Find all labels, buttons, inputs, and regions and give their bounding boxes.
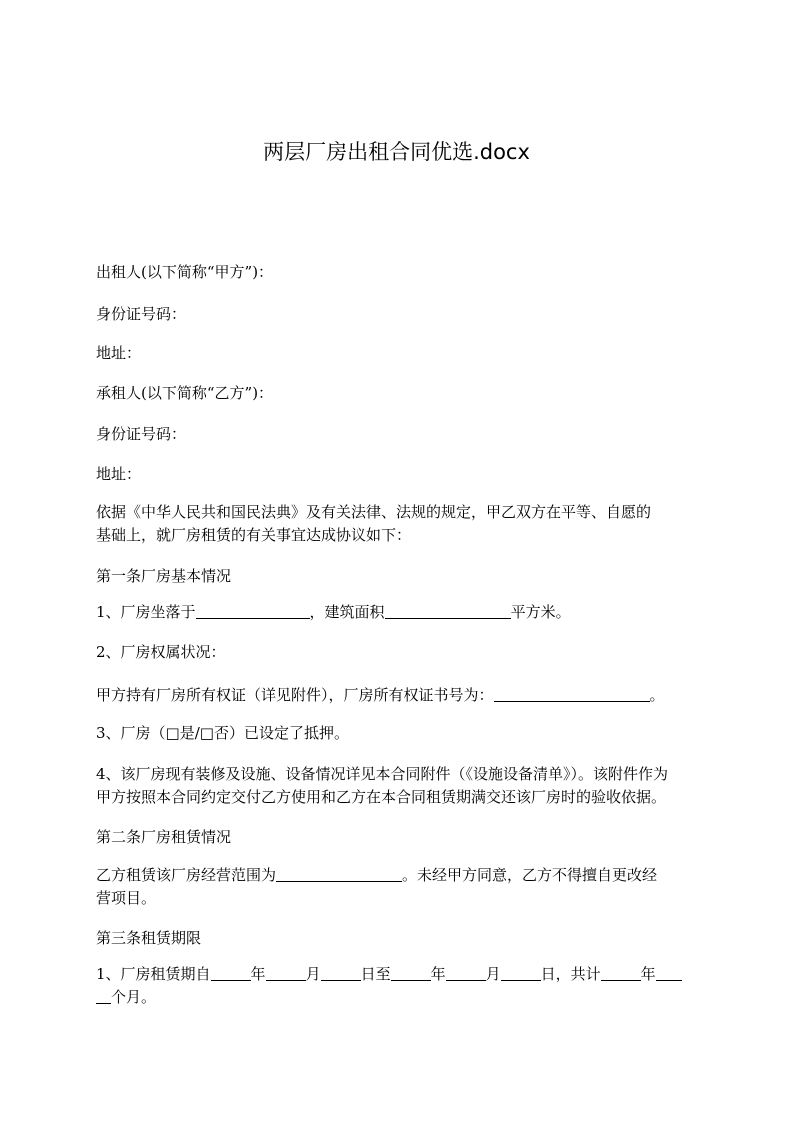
start-month-blank[interactable] — [266, 965, 306, 981]
total-years-blank[interactable] — [601, 965, 641, 981]
document-title: 两层厂房出租合同优选.docx — [263, 140, 530, 164]
clause-1-2: 2、厂房权属状况： — [96, 643, 226, 661]
certificate-number-blank[interactable] — [494, 686, 650, 702]
article-2-suffix: 。未经甲方同意，乙方不得擅自更改经 — [402, 866, 658, 884]
clause-1-1 — [96, 601, 696, 624]
month-label: 月 — [485, 965, 501, 983]
intro-paragraph-line-2: 基础上，就厂房租赁的有关事宜达成协议如下： — [96, 526, 412, 544]
clause-1-4-line-1: 4、该厂房现有装修及设施、设备情况详见本合同附件（《设施设备清单》）。该附件作为 — [96, 765, 669, 783]
lessor-line: 出租人(以下简称“甲方”)： — [96, 263, 274, 281]
year-label: 年 — [250, 965, 266, 983]
lessee-line: 承租人(以下简称“乙方”)： — [96, 384, 274, 402]
lessor-address-line: 地址： — [96, 344, 142, 362]
start-day-blank[interactable] — [321, 965, 361, 981]
clause-1-1-prefix: 1、厂房坐落于 — [96, 603, 196, 621]
location-blank[interactable] — [196, 603, 310, 619]
article-2-body-line-2: 营项目。 — [96, 889, 157, 907]
day-to-label: 日至 — [360, 965, 391, 983]
business-scope-blank[interactable] — [276, 866, 402, 882]
clause-1-1-suffix: 平方米。 — [510, 603, 571, 621]
end-year-blank[interactable] — [391, 965, 431, 981]
end-day-blank[interactable] — [501, 965, 541, 981]
lessor-id-line: 身份证号码： — [96, 305, 187, 323]
certificate-suffix: 。 — [649, 686, 665, 704]
clause-1-2-certificate — [96, 684, 696, 707]
article-2-body-line-1 — [96, 864, 696, 887]
article-1-heading: 第一条厂房基本情况 — [96, 567, 232, 585]
article-2-heading: 第二条厂房租赁情况 — [96, 828, 232, 846]
article-3-heading: 第三条租赁期限 — [96, 929, 202, 947]
clause-1-3: 3、厂房（□是/□否）已设定了抵押。 — [96, 724, 349, 742]
clause-1-1-middle: ，建筑面积 — [309, 603, 385, 621]
start-year-blank[interactable] — [211, 965, 251, 981]
months-label: 个月。 — [111, 988, 157, 1006]
year-label: 年 — [430, 965, 446, 983]
lessee-id-line: 身份证号码： — [96, 425, 187, 443]
month-label: 月 — [305, 965, 321, 983]
year-label: 年 — [640, 965, 656, 983]
lessee-address-line: 地址： — [96, 465, 142, 483]
certificate-text: 甲方持有厂房所有权证（详见附件），厂房所有权证书号为： — [96, 686, 494, 704]
term-from-label: 1、厂房租赁期自 — [96, 965, 211, 983]
clause-1-4-line-2: 甲方按照本合同约定交付乙方使用和乙方在本合同租赁期满交还该厂房时的验收依据。 — [96, 788, 667, 806]
area-blank[interactable] — [385, 603, 511, 619]
article-2-prefix: 乙方租赁该厂房经营范围为 — [96, 866, 277, 884]
total-months-blank-part-2[interactable] — [96, 988, 111, 1004]
end-month-blank[interactable] — [446, 965, 486, 981]
total-months-blank-part-1[interactable] — [656, 965, 682, 981]
intro-paragraph-line-1: 依据《中华人民共和国民法典》及有关法律、法规的规定，甲乙双方在平等、自愿的 — [96, 503, 652, 521]
clause-3-1-line-2 — [96, 986, 696, 1009]
clause-3-1-line-1 — [96, 963, 696, 986]
day-total-label: 日，共计 — [540, 965, 601, 983]
